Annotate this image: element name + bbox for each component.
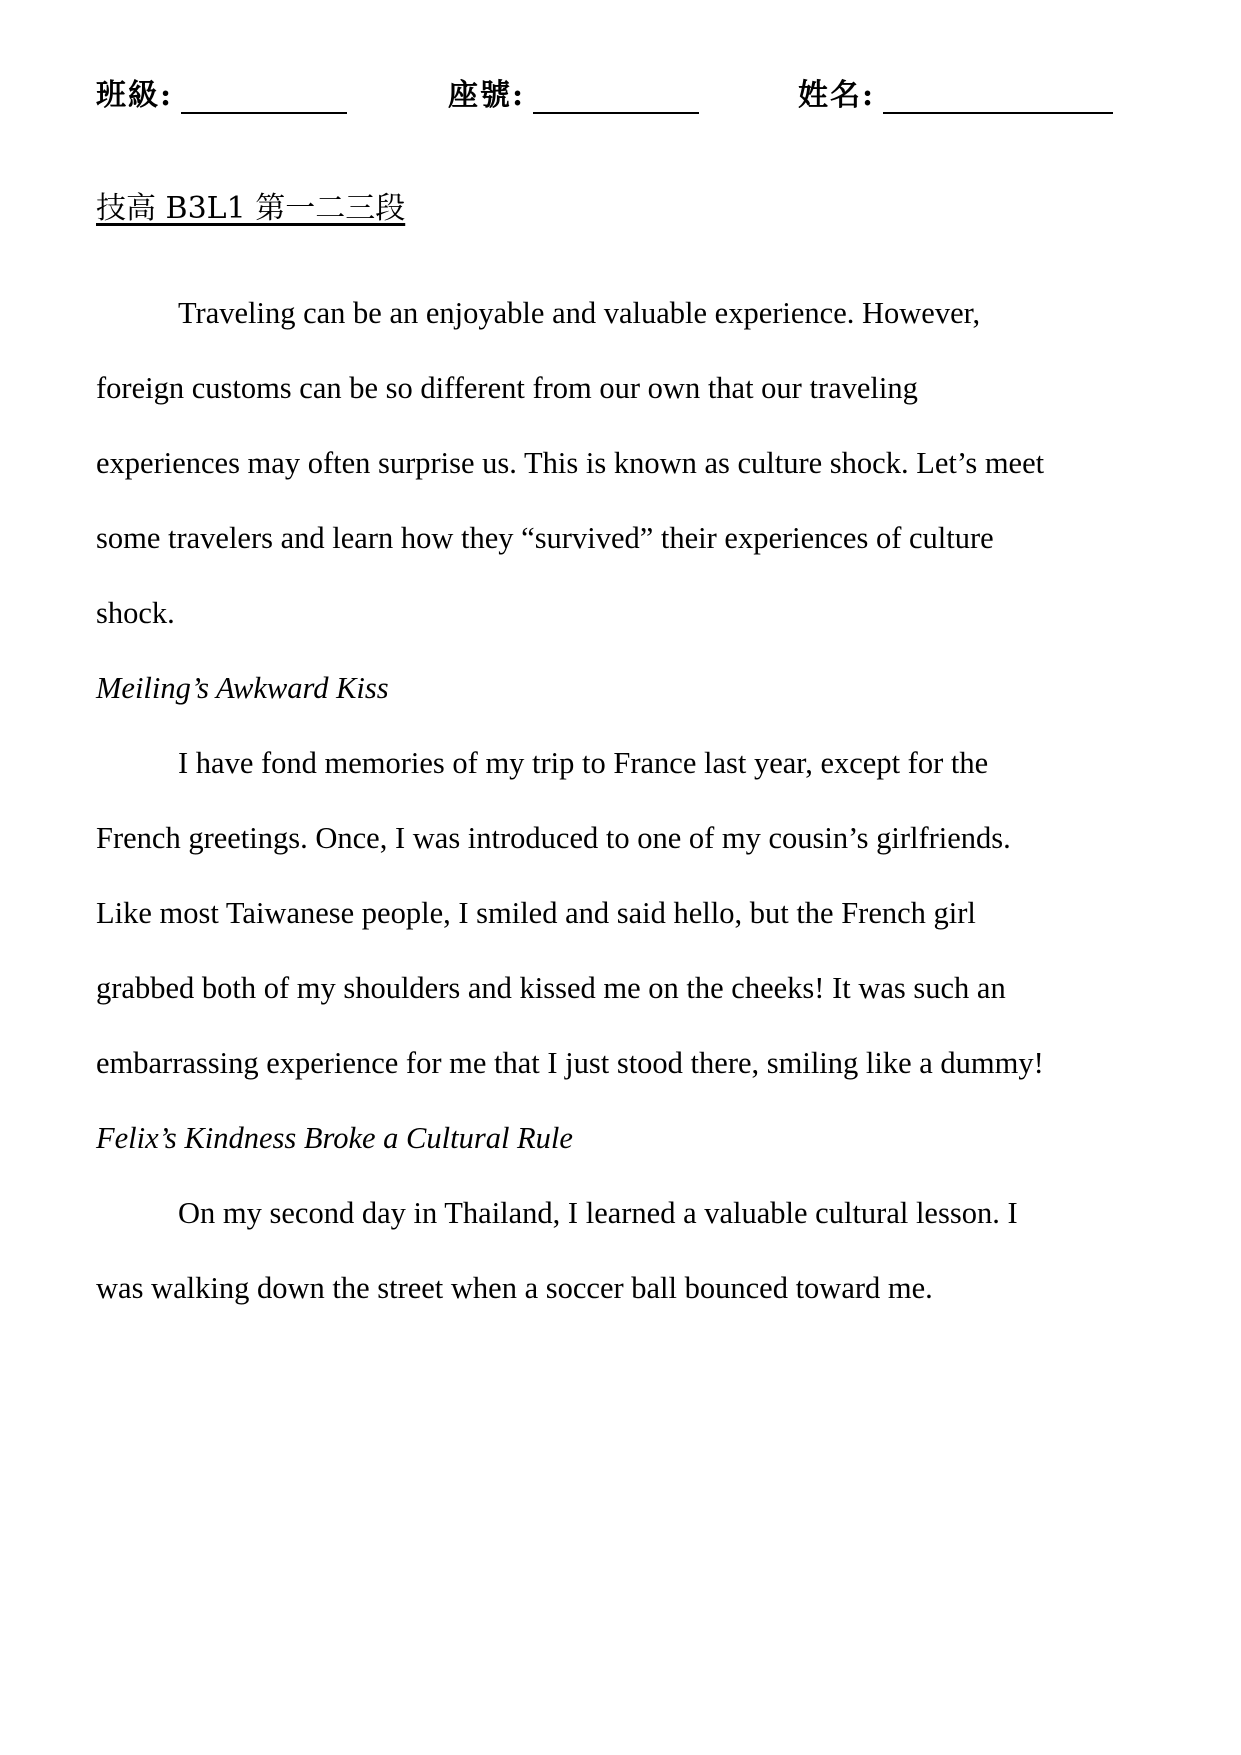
class-blank [181,78,347,114]
intro-line: experiences may often surprise us. This is known as culture shock. Let’s meet [96,446,1045,480]
seat-number-label: 座號: [448,78,526,113]
intro-line: Traveling can be an enjoyable and valuable experience. However, [178,296,981,330]
seat-number-field [448,70,699,114]
intro-line: shock. [96,596,175,630]
class-label: 班級: [96,78,174,113]
section1-line: grabbed both of my shoulders and kissed me on the cheeks! It was such an [96,971,1006,1005]
section2-line: On my second day in Thailand, I learned a valuable cultural lesson. I [178,1196,1018,1230]
intro-line: some travelers and learn how they “survived” their experiences of culture [96,521,994,555]
section-heading-felix: Felix’s Kindness Broke a Cultural Rule [96,1121,573,1155]
section1-line: French greetings. Once, I was introduced to one of my cousin’s girlfriends. [96,821,1011,855]
intro-line: foreign customs can be so different from our own that our traveling [96,371,918,405]
seat-number-blank [533,78,699,114]
section1-line: I have fond memories of my trip to France last year, except for the [178,746,989,780]
section2-line: was walking down the street when a soccer ball bounced toward me. [96,1271,933,1305]
section1-line: embarrassing experience for me that I just stood there, smiling like a dummy! [96,1046,1044,1080]
section-heading-meiling: Meiling’s Awkward Kiss [96,671,389,705]
student-info-header [96,70,1146,120]
name-field [798,70,1113,114]
class-field [96,70,347,114]
section1-line: Like most Taiwanese people, I smiled and said hello, but the French girl [96,896,976,930]
worksheet-title: 技高 B3L1 第一二三段 [96,191,406,226]
name-label: 姓名: [798,78,876,113]
name-blank [883,78,1113,114]
